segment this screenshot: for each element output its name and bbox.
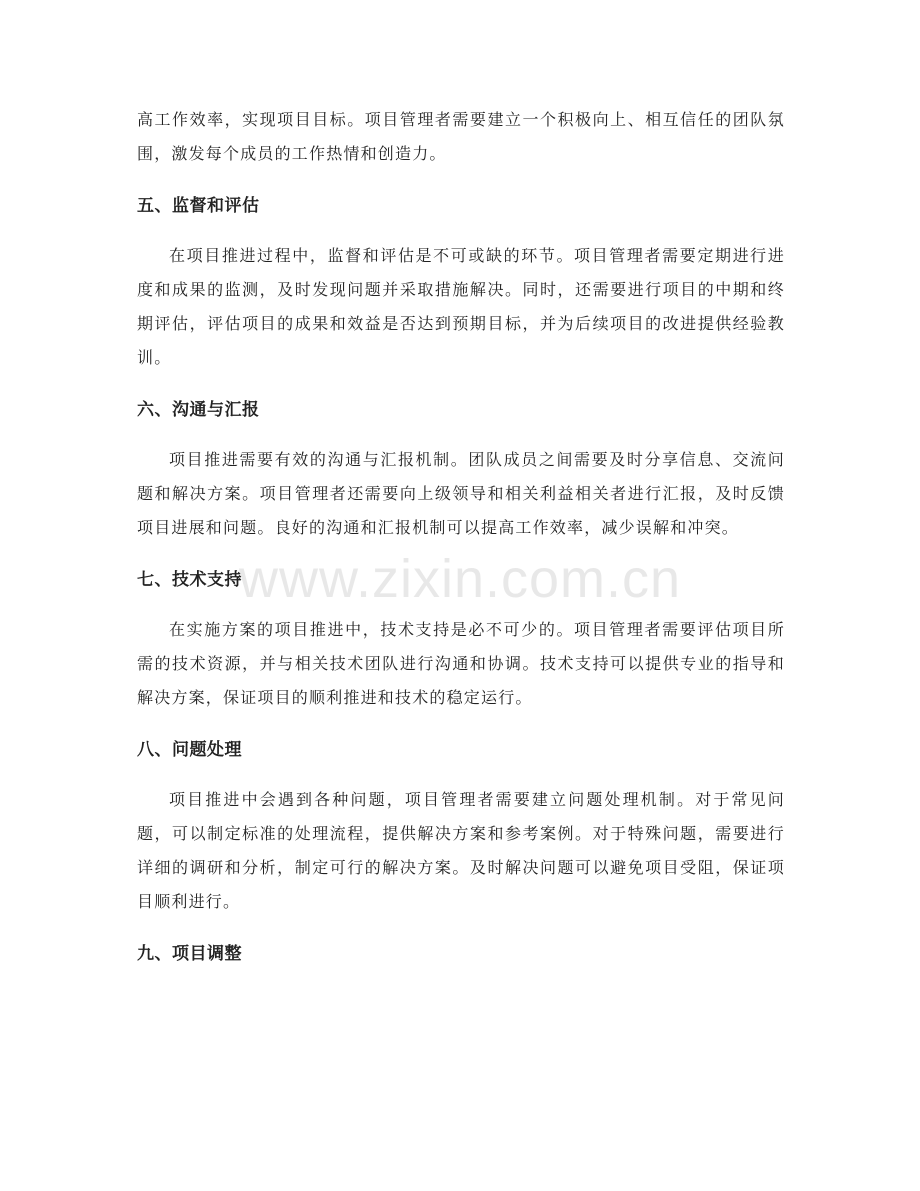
section-paragraph-6: 项目推进需要有效的沟通与汇报机制。团队成员之间需要及时分享信息、交流问题和解决方案。项目管理者还需要向上级领导和相关利益相关者进行汇报，及时反馈项目进展和问题。良好的沟通和汇报机制可以提高工作效率，减少误解和冲突。: [137, 450, 785, 537]
intro-paragraph: 高工作效率，实现项目目标。项目管理者需要建立一个积极向上、相互信任的团队氛围，激发每个成员的工作热情和创造力。: [137, 110, 785, 163]
section-paragraph-8: 项目推进中会遇到各种问题，项目管理者需要建立问题处理机制。对于常见问题，可以制定标准的处理流程，提供解决方案和参考案例。对于特殊问题，需要进行详细的调研和分析，制定可行的解决方案。及时解决问题可以避免项目受阻，保证项目顺利进行。: [137, 790, 785, 911]
document-body: [137, 103, 785, 971]
watermark: www.zixin.com.cn: [238, 549, 682, 609]
section-heading-9: 九、项目调整: [137, 944, 242, 964]
section-heading-5: 五、监督和评估: [137, 196, 260, 216]
section-paragraph-7: 在实施方案的项目推进中，技术支持是必不可少的。项目管理者需要评估项目所需的技术资源，并与相关技术团队进行沟通和协调。技术支持可以提供专业的指导和解决方案，保证项目的顺利推进和技术的稳定运行。: [137, 620, 785, 707]
section-paragraph-5: 在项目推进过程中，监督和评估是不可或缺的环节。项目管理者需要定期进行进度和成果的监测，及时发现问题并采取措施解决。同时，还需要进行项目的中期和终期评估，评估项目的成果和效益是否达到预期目标，并为后续项目的改进提供经验教训。: [137, 246, 785, 367]
section-heading-8: 八、问题处理: [137, 740, 242, 760]
section-heading-6: 六、沟通与汇报: [137, 400, 260, 420]
section-heading-7: 七、技术支持: [137, 570, 242, 590]
